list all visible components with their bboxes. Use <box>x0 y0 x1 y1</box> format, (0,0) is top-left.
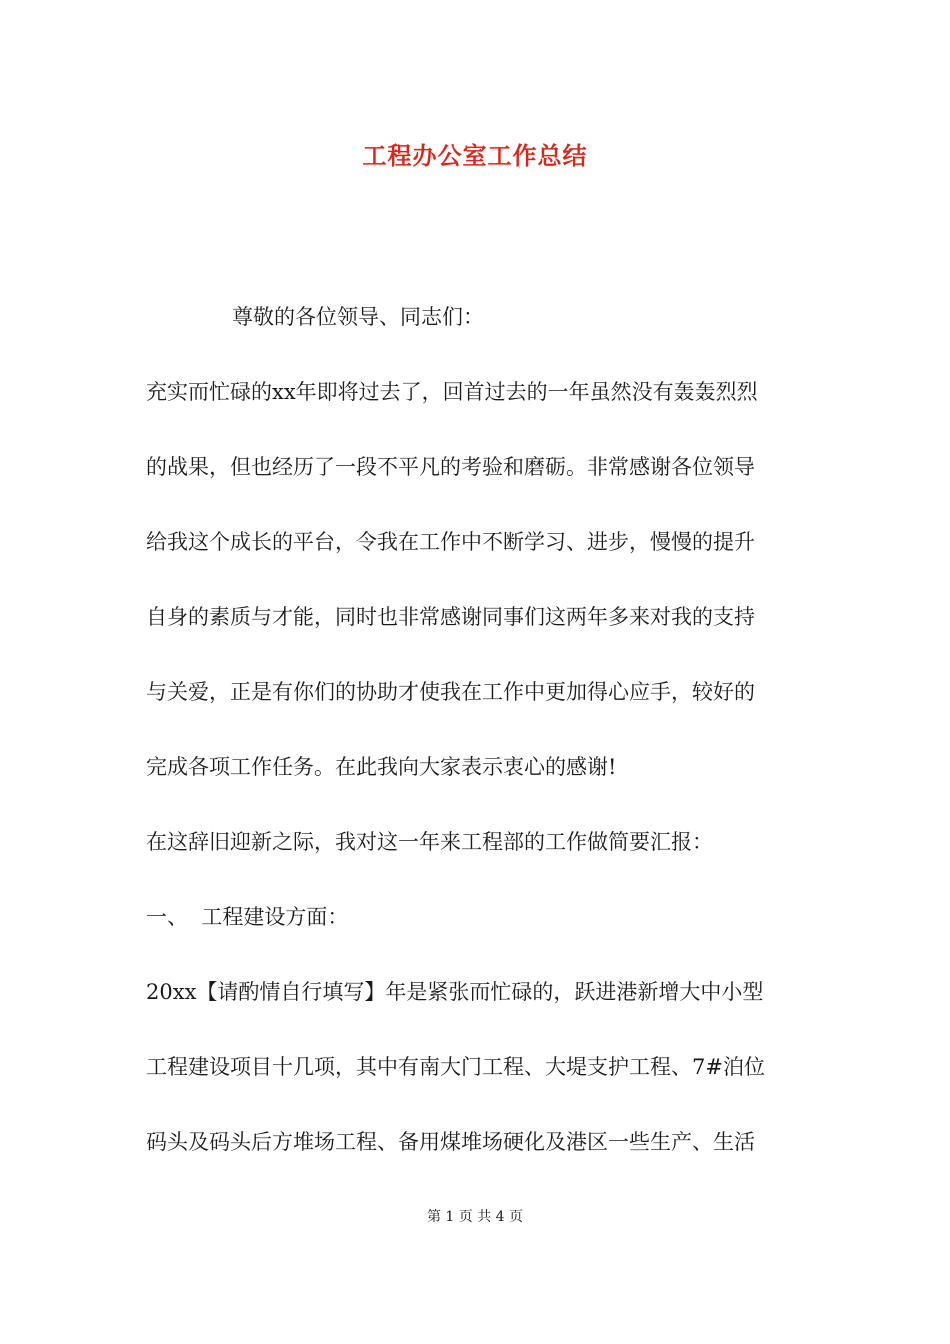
body-line: 码头及码头后方堆场工程、备用煤堆场硬化及港区一些生产、生活 <box>146 1130 755 1154</box>
salutation-line: 尊敬的各位领导、同志们： <box>232 305 484 329</box>
body-line: 与关爱，正是有你们的协助才使我在工作中更加得心应手，较好的 <box>146 680 755 704</box>
body-line: 的战果，但也经历了一段不平凡的考验和磨砺。非常感谢各位领导 <box>146 455 755 479</box>
body-line: 在这辞旧迎新之际，我对这一年来工程部的工作做简要汇报： <box>146 830 713 854</box>
body-line: 完成各项工作任务。在此我向大家表示衷心的感谢! <box>146 755 617 779</box>
section-heading: 一、 工程建设方面： <box>146 905 349 929</box>
page-title: 工程办公室工作总结 <box>362 141 588 170</box>
body-line: 给我这个成长的平台，令我在工作中不断学习、进步，慢慢的提升 <box>146 530 755 554</box>
body-line: 充实而忙碌的xx年即将过去了，回首过去的一年虽然没有轰轰烈烈 <box>146 380 758 404</box>
document-body <box>146 280 816 1180</box>
page-number-footer: 第 1 页 共 4 页 <box>426 1209 524 1225</box>
body-line: 20xx【请酌情自行填写】年是紧张而忙碌的，跃进港新增大中小型 <box>146 980 764 1004</box>
body-line: 工程建设项目十几项，其中有南大门工程、大堤支护工程、7#泊位 <box>146 1055 765 1079</box>
body-line: 自身的素质与才能，同时也非常感谢同事们这两年多来对我的支持 <box>146 605 755 629</box>
